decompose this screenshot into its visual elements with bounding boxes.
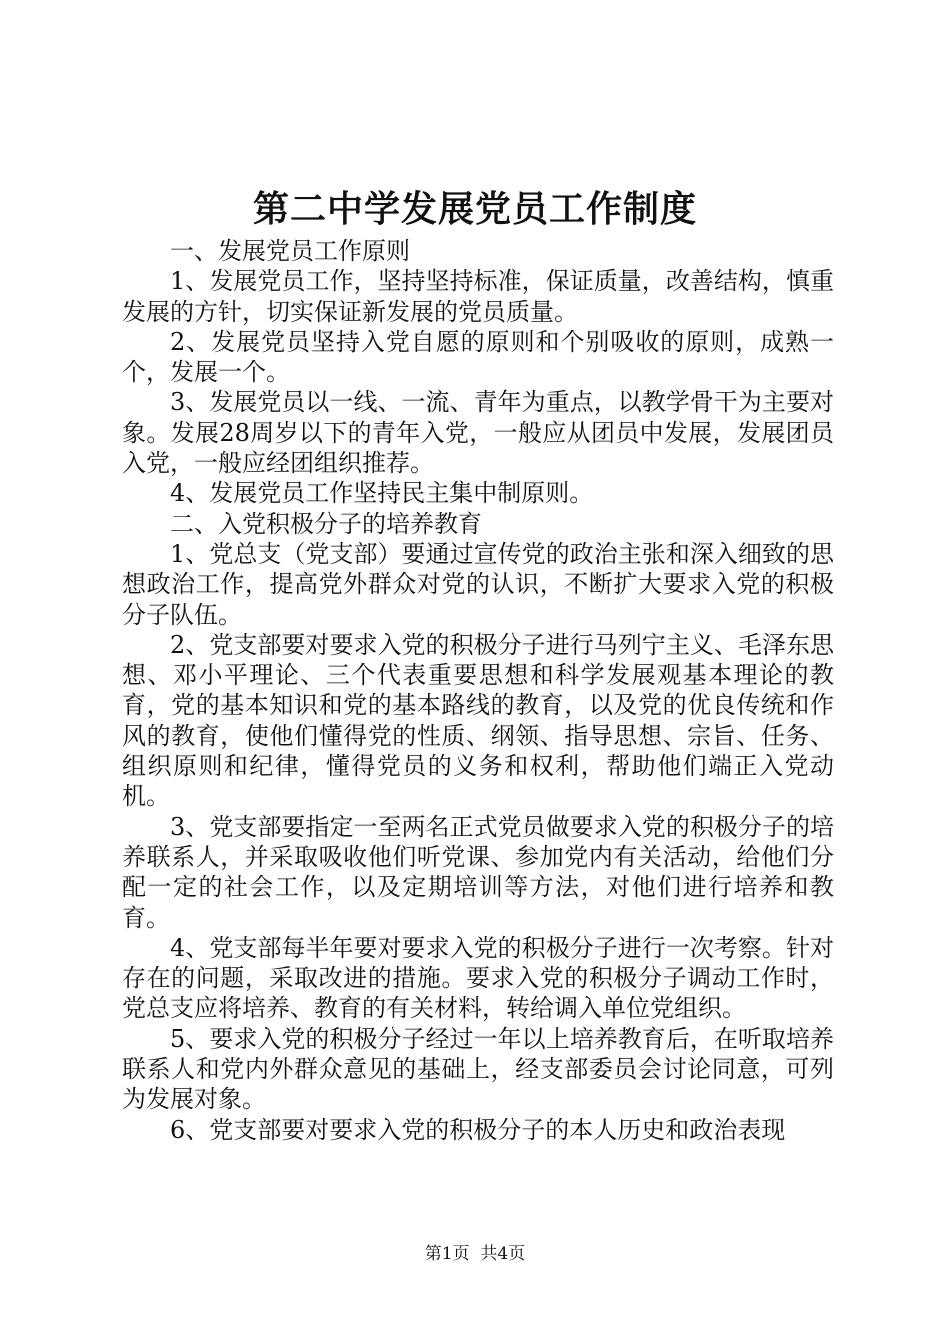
paragraph: 5、要求入党的积极分子经过一年以上培养教育后，在听取培养联系人和党内外群众意见的基础上，经支部委员会讨论同意，可列为发展对象。	[122, 1024, 834, 1114]
paragraph: 2、党支部要对要求入党的积极分子进行马列宁主义、毛泽东思想、邓小平理论、三个代表重要思想和科学发展观基本理论的教育，党的基本知识和党的基本路线的教育，以及党的优良传统和作风的教育，使他们懂得党的性质、纲领、指导思想、宗旨、任务、组织原则和纪律，懂得党员的义务和权利，帮助他们端正入党动机。	[122, 630, 834, 811]
paragraph: 2、发展党员坚持入党自愿的原则和个别吸收的原则，成熟一个，发展一个。	[122, 327, 834, 387]
paragraph: 3、发展党员以一线、一流、青年为重点，以教学骨干为主要对象。发展28周岁以下的青年入党，一般应从团员中发展，发展团员入党，一般应经团组织推荐。	[122, 388, 834, 478]
paragraph: 3、党支部要指定一至两名正式党员做要求入党的积极分子的培养联系人，并采取吸收他们听党课、参加党内有关活动，给他们分配一定的社会工作，以及定期培训等方法，对他们进行培养和教育。	[122, 812, 834, 932]
section-heading: 二、入党积极分子的培养教育	[170, 509, 482, 538]
paragraph: 1、发展党员工作，坚持坚持标准，保证质量，改善结构，慎重发展的方针，切实保证新发展的党员质量。	[122, 267, 834, 326]
section-heading: 一、发展党员工作原则	[170, 237, 410, 265]
paragraph: 4、发展党员工作坚持民主集中制原则。	[170, 479, 594, 508]
document-body	[122, 236, 834, 1145]
paragraph: 6、党支部要对要求入党的积极分子的本人历史和政治表现	[170, 1115, 786, 1144]
paragraph: 4、党支部每半年要对要求入党的积极分子进行一次考察。针对存在的问题，采取改进的措施。要求入党的积极分子调动工作时，党总支应将培养、教育的有关材料，转给调入单位党组织。	[122, 933, 834, 1023]
page-number-footer: 第1页 共4页	[424, 1244, 526, 1264]
document-title: 第二中学发展党员工作制度	[252, 188, 697, 230]
paragraph: 1、党总支（党支部）要通过宣传党的政治主张和深入细致的思想政治工作，提高党外群众对党的认识，不断扩大要求入党的积极分子队伍。	[122, 539, 834, 629]
